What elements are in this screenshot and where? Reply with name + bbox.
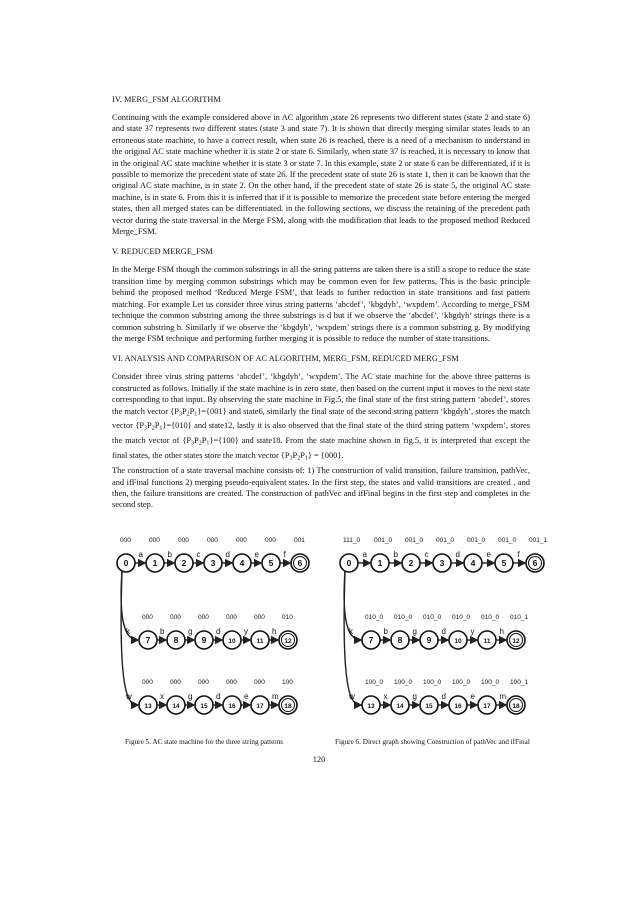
branch-edge [344,571,361,705]
match-vector-label: 000 [178,537,189,544]
transition-label: d [441,627,446,636]
match-vector-label: 100_1 [510,679,529,686]
transition-label: b [383,627,388,636]
match-vector-label: 000 [120,537,131,544]
state-number: 3 [210,558,216,568]
state-number: 0 [346,558,352,568]
state-number: 8 [173,635,179,645]
state-number: 17 [483,703,491,710]
state-number: 9 [201,635,207,645]
state-number: 2 [181,558,187,568]
match-vector-label: 100_0 [452,679,471,686]
match-vector-label: 010_0 [481,614,500,621]
state-number: 9 [426,635,432,645]
match-vector-label: 000 [265,537,276,544]
figure-6-graph [335,537,555,725]
transition-label: b [393,550,398,559]
transition-label: x [160,692,164,701]
transition-label: b [160,627,165,636]
match-vector-label: 000 [142,614,153,621]
match-vector-label: 001_0 [405,537,424,544]
transition-label: e [486,550,491,559]
state-number: 14 [396,703,404,710]
match-vector-label: 001 [294,537,305,544]
state-number: 16 [454,703,462,710]
transition-label: m [272,692,279,701]
section-heading: IV. MERG_FSM ALGORITHM [112,95,221,104]
transition-label: g [412,627,417,636]
match-vector-label: 100_0 [423,679,442,686]
match-vector-label: 001_0 [498,537,517,544]
match-vector-label: 010_1 [510,614,529,621]
state-number: 5 [268,558,274,568]
transition-label: c [424,550,429,559]
figure-6 [335,537,555,730]
state-number: 10 [228,638,236,645]
state-number: 15 [425,703,433,710]
match-vector-label: 010_0 [423,614,442,621]
transition-label: a [138,550,143,559]
match-vector-label: 000 [207,537,218,544]
match-vector-label: 000 [170,614,181,621]
transition-label: b [167,550,172,559]
match-vector-label: 111_0 [343,537,361,544]
state-number: 2 [408,558,414,568]
state-number: 13 [367,703,375,710]
match-vector-label: 000 [142,679,153,686]
section-heading: VI. ANALYSIS AND COMPARISON OF AC ALGORITHM, MERG_FSM, REDUCED MERG_FSM [112,354,459,364]
match-vector-label: 001_0 [374,537,393,544]
paragraph: Consider three virus string patterns ‘abcdef’, ‘kbgdyh’, ‘wxpdem’. The AC state machine for the above three patterns is constructed as follows. Initially if the state machine is in zero state, then based on the current input it moves to the next state corresponding to that input. By observing the state machine in Fig.5, the final state of the first string pattern ‘abcdef’, stores the match vector $\{P_3P_2P_1\}=\{001\}$ and state6, similarly the final state of the second string pattern ‘kbgdyh’, stores the match vector $\{P_3P_2P_1\}=\{010\}$ and state12, lastly it is also observed that the final state of the third string pattern ‘wxpdem’, stores the match vector of $\{P_3P_2P_1\}=\{100\}$ and state18. From the state machine shown in fig.5, it is interpreted that except the final states, the other states store the match vector $\{P_3P_2P_1\} = \{000\}$. [112,372,530,462]
state-number: 6 [297,558,303,568]
transition-label: k [349,627,353,636]
state-number: 6 [532,558,538,568]
state-number: 1 [152,558,158,568]
transition-label: d [216,627,221,636]
state-number: 3 [439,558,445,568]
transition-label: h [499,627,504,636]
transition-label: e [244,692,249,701]
figure-5-caption: Figure 5. AC state machine for the three string patterns [125,738,284,746]
paragraph: In the Merge FSM though the common substrings in all the string patterns are taken there is a still a scope to reduce the state transition time by merging common substrings which may be common even for few patterns, This is the basic principle behind the proposed method ‘Reduced Merge FSM’, that leads to further reduction in state transitions and fast pattern matching. For example Let us consider three virus string patterns ‘abcdef’, ‘kbgdyh’, ‘wxpdem’. According to merge_FSM technique the common substring among the three substrings is d but if we observe the ‘abcdef’, ‘kbgdyh’ strings there is a common substring b. Similarly if we observe the ‘kbgdyh’, ‘wxpdem’ strings there is a common substring g. By modifying the merge FSM technique and performing further merging it is possible to reduce the number of state transitions. [112,265,530,343]
transition-label: d [225,550,230,559]
state-number: 12 [284,638,292,645]
match-vector-label: 100 [282,679,293,686]
transition-label: h [272,627,277,636]
transition-label: m [499,692,507,701]
paper-body [112,95,530,521]
state-number: 8 [397,635,403,645]
match-vector-label: 001_0 [436,537,455,544]
paragraph: Continuing with the example considered above in AC algorithm ,state 26 represents two different states (state 2 and state 6) and state 37 represents two different states (state 3 and state 7). It is shown that directly merging similar states leads to an erroneous state machine, to have a correct result, when state 26 is reached, there is a need of a mechanism to understand in the original AC state machine whether it is state 2 or state 6. Similarly, when state 37 is reached, it is necessary to know that in the original AC state machine whether it is state 3 or state 7. In this example, state 2 or state 6 can be differentiated, if it is possible to memorize the precedent state of state 26. If the precedent state of state 26 is state 1, then it can be known that the original AC state machine, is in state 2. On the other hand, if the precedent state of state 26 is state 5, the original AC state machine, is in state 6. From this it is inferred that if it is possible to memorize the precedent state before entering the merged states, then all merged states can be differentiated. in the following sections, we discuss the retaining of the precedent path vector during the state traversal in the Merge FSM, along with the modification that leads to the proposed method Reduced Merge_FSM. [112,113,530,237]
transition-label: a [362,550,367,559]
state-number: 10 [454,638,462,645]
match-vector-label: 000 [254,679,265,686]
match-vector-label: 000 [226,679,237,686]
match-vector-label: 000 [198,614,209,621]
transition-label: y [470,627,475,636]
match-vector-label: 000 [149,537,160,544]
state-number: 12 [512,638,520,645]
state-number: 11 [483,638,491,645]
match-vector-label: 100_0 [365,679,384,686]
branch-edge [121,571,138,705]
transition-label: f [517,550,520,559]
transition-label: x [383,692,388,701]
state-number: 7 [145,635,151,645]
state-number: 5 [501,558,507,568]
state-number: 4 [239,558,245,568]
match-vector-label: 001_0 [467,537,486,544]
state-number: 18 [284,703,292,710]
state-number: 17 [256,703,264,710]
state-number: 0 [123,558,129,568]
section-analysis [112,354,530,510]
state-number: 11 [256,638,264,645]
section-heading: V. REDUCED MERGE_FSM [112,247,213,257]
match-vector-label: 100_0 [481,679,500,686]
match-vector-label: 000 [170,679,181,686]
transition-label: d [441,692,446,701]
match-vector-label: 010_0 [394,614,413,621]
match-vector-label: 010_0 [452,614,471,621]
section-merg-fsm [112,95,530,237]
match-vector-label: 000 [236,537,247,544]
state-number: 13 [144,703,152,710]
transition-label: w [349,692,355,701]
match-vector-label: 001_1 [529,537,548,544]
figure-5-graph [112,537,320,725]
transition-label: w [126,692,132,701]
state-number: 4 [470,558,476,568]
figure-6-caption: Figure 6. Direct graph showing Construction of pathVec and ifFinal [335,738,530,746]
transition-label: y [244,627,248,636]
transition-label: f [283,550,286,559]
match-vector-label: 000 [198,679,209,686]
match-vector-label: 000 [226,614,237,621]
state-number: 1 [377,558,383,568]
match-vector-label: 010 [282,614,293,621]
transition-label: g [412,692,417,701]
transition-label: e [470,692,475,701]
state-number: 16 [228,703,236,710]
transition-label: d [455,550,460,559]
paragraph: The construction of a state traversal machine consists of: 1) The construction of valid transition, failure transition, pathVec, and ifFinal functions 2) merging pseudo-equivalent states. In the first step, the states and valid transitions are created , and then, the failure transitions are created. The construction of pathVec and ifFinal begins in the first step and completes in the second step. [112,466,530,510]
state-number: 14 [172,703,180,710]
transition-label: g [188,692,193,701]
state-number: 15 [200,703,208,710]
transition-label: e [254,550,259,559]
page-number: 120 [312,755,326,764]
transition-label: c [196,550,201,559]
match-vector-label: 000 [254,614,265,621]
transition-label: k [126,627,130,636]
state-number: 7 [368,635,374,645]
section-reduced-merge-fsm [112,247,530,344]
match-vector-label: 100_0 [394,679,413,686]
match-vector-label: 010_0 [365,614,384,621]
state-number: 18 [512,703,520,710]
transition-label: d [216,692,221,701]
transition-label: g [188,627,193,636]
figure-5 [112,537,320,730]
